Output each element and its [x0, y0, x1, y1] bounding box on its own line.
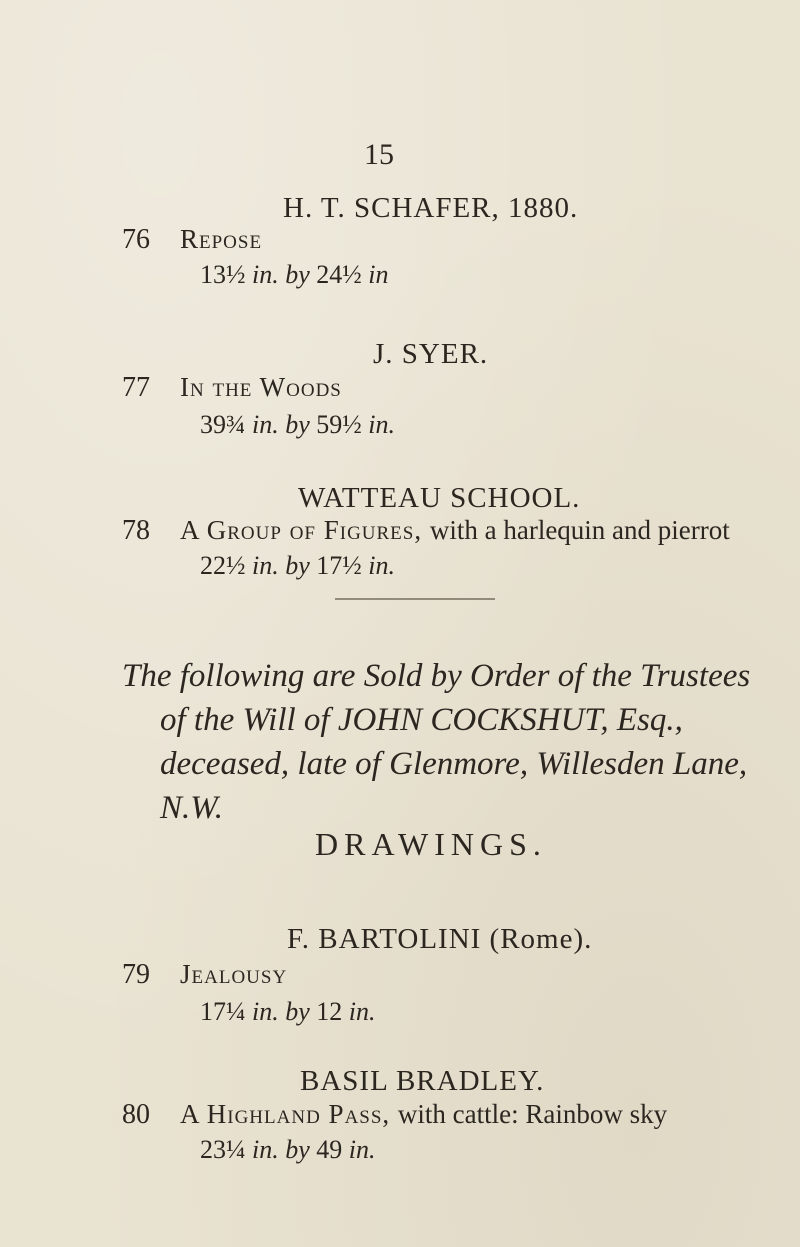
lot-title: Jealousy — [180, 959, 288, 989]
lot-dimensions — [200, 551, 395, 581]
dimension-width: 12 — [316, 997, 343, 1026]
lot-dimensions — [200, 410, 395, 440]
dimension-height: 13½ — [200, 260, 246, 289]
dimension-height: 39¾ — [200, 410, 246, 439]
dimension-width: 49 — [316, 1135, 343, 1164]
dimension-unit: in. — [348, 1135, 376, 1164]
dimension-width: 24½ — [316, 260, 362, 289]
dimension-connector: in. by — [252, 410, 310, 439]
dimension-width: 59½ — [316, 410, 362, 439]
dimension-connector: in. by — [252, 997, 310, 1026]
lot-title-main: A Highland Pass, — [180, 1099, 391, 1129]
lot-dimensions — [200, 1135, 376, 1165]
lot-title — [180, 515, 730, 546]
dimension-unit: in — [368, 260, 389, 289]
dimension-unit: in. — [368, 551, 395, 580]
lot-number: 78 — [122, 515, 150, 546]
notice-line: The following are Sold by Order of the Trustees — [122, 658, 751, 694]
section-heading: DRAWINGS. — [315, 826, 547, 862]
dimension-height: 23¼ — [200, 1135, 246, 1164]
notice-line: N.W. — [160, 790, 223, 826]
artist-heading: F. BARTOLINI (Rome). — [287, 923, 593, 955]
dimension-width: 17½ — [316, 551, 362, 580]
artist-heading: BASIL BRADLEY. — [300, 1065, 545, 1097]
lot-title: In the Woods — [180, 372, 342, 402]
dimension-connector: in. by — [252, 551, 310, 580]
lot-number: 80 — [122, 1099, 150, 1130]
page-number: 15 — [364, 138, 394, 171]
notice-line: deceased, late of Glenmore, Willesden Lane, — [160, 746, 748, 782]
lot-title — [180, 1099, 667, 1130]
dimension-unit: in. — [348, 997, 376, 1026]
lot-title-description: with cattle: Rainbow sky — [397, 1099, 668, 1129]
artist-heading: H. T. SCHAFER, 1880. — [283, 192, 579, 224]
dimension-unit: in. — [368, 410, 395, 439]
lot-number: 79 — [122, 959, 150, 990]
artist-heading: WATTEAU SCHOOL. — [298, 482, 581, 514]
artist-heading: J. SYER. — [373, 338, 489, 370]
lot-title-main: A Group of Figures, — [180, 515, 423, 545]
notice-line: of the Will of JOHN COCKSHUT, Esq., — [160, 702, 683, 738]
lot-number: 76 — [122, 224, 150, 255]
lot-title: Repose — [180, 224, 263, 254]
lot-dimensions — [200, 260, 389, 290]
section-divider — [335, 598, 495, 600]
dimension-height: 17¼ — [200, 997, 246, 1026]
dimension-connector: in. by — [252, 1135, 310, 1164]
lot-number: 77 — [122, 372, 150, 403]
dimension-connector: in. by — [252, 260, 310, 289]
lot-title-description: with a harlequin and pierrot — [429, 515, 730, 545]
dimension-height: 22½ — [200, 551, 246, 580]
lot-dimensions — [200, 997, 376, 1027]
